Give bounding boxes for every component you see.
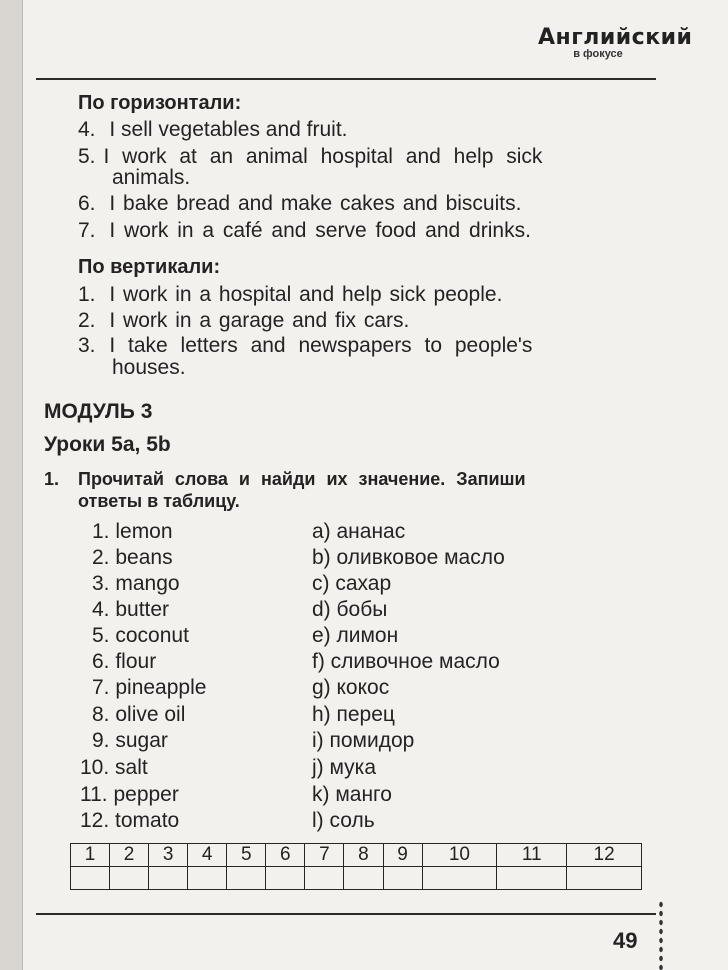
answer-cell[interactable] [71, 867, 110, 890]
answer-cell[interactable] [110, 867, 149, 890]
clue-text: I sell vegetables and fruit. [109, 118, 348, 141]
meaning-item: i) помидор [312, 729, 415, 752]
horizontal-heading: По горизонтали: [78, 92, 242, 114]
answer-cell[interactable] [422, 867, 497, 890]
lessons-title: Уроки 5a, 5b [44, 433, 171, 456]
answer-cell[interactable] [305, 867, 344, 890]
word-item: 9. sugar [92, 729, 168, 752]
table-header-cell: 11 [497, 844, 567, 867]
clue-number: 6. [78, 192, 96, 215]
word-item: 2. beans [92, 546, 173, 569]
meaning-item: b) оливковое масло [312, 546, 505, 569]
table-header-cell: 6 [266, 844, 305, 867]
meaning-item: a) ананас [312, 520, 406, 543]
table-header-cell: 5 [227, 844, 266, 867]
table-header-cell: 7 [305, 844, 344, 867]
word-item: 10. salt [80, 756, 148, 779]
table-header-cell: 8 [344, 844, 383, 867]
word-item: 8. olive oil [92, 703, 186, 726]
clue-2 [78, 309, 409, 333]
adjacent-page-edge [0, 0, 23, 970]
answer-cell[interactable] [188, 867, 227, 890]
word-item: 11. pepper [80, 783, 179, 806]
clue-number: 7. [78, 219, 96, 242]
clue-text: I take letters and newspapers to people's [109, 334, 533, 357]
page-number: 49 [613, 928, 638, 953]
clue-3 [78, 334, 532, 358]
meaning-item: d) бобы [312, 598, 388, 621]
word-item: 1. lemon [92, 520, 173, 543]
module-title: МОДУЛЬ 3 [44, 400, 153, 423]
clue-5-continued: animals. [112, 166, 191, 189]
word-item: 4. butter [92, 598, 170, 621]
task-instruction-line2: ответы в таблицу. [78, 491, 240, 511]
logo-title: Английский [538, 25, 693, 50]
table-header-cell: 9 [383, 844, 422, 867]
vertical-heading: По вертикали: [78, 256, 221, 278]
clue-1 [78, 283, 502, 307]
word-item: 12. tomato [80, 809, 180, 832]
answer-cell[interactable] [497, 867, 567, 890]
answer-cell[interactable] [266, 867, 305, 890]
answer-cell[interactable] [149, 867, 188, 890]
word-item: 7. pineapple [92, 676, 207, 699]
table-header-cell: 1 [71, 844, 110, 867]
answer-cell[interactable] [344, 867, 383, 890]
bottom-divider [36, 913, 656, 915]
meaning-item: h) перец [312, 703, 395, 726]
clue-7 [78, 219, 531, 243]
answer-table [70, 843, 642, 890]
meaning-item: j) мука [312, 756, 376, 779]
table-header-cell: 10 [422, 844, 497, 867]
clue-number: 1. [78, 283, 96, 306]
table-header-cell: 3 [149, 844, 188, 867]
meaning-item: e) лимон [312, 624, 399, 647]
meaning-item: c) сахар [312, 572, 392, 595]
answer-cell[interactable] [567, 867, 642, 890]
table-header-cell: 4 [188, 844, 227, 867]
table-header-cell: 2 [110, 844, 149, 867]
clue-4 [78, 118, 348, 142]
clue-number: 3. [78, 334, 96, 357]
table-header-cell: 12 [567, 844, 642, 867]
clue-text: I bake bread and make cakes and biscuits. [109, 192, 522, 215]
clue-text: I work in a café and serve food and drinks. [109, 219, 531, 242]
clue-number: 4. [78, 118, 96, 141]
book-logo [538, 25, 693, 60]
answer-cell[interactable] [383, 867, 422, 890]
answer-table-header-row [71, 844, 642, 867]
task-number: 1. [44, 469, 60, 489]
clue-text: I work in a garage and fix cars. [109, 309, 410, 332]
word-item: 3. mango [92, 572, 180, 595]
clue-text: I work at an animal hospital and help sick [103, 145, 543, 168]
clue-number: 2. [78, 309, 96, 332]
word-item: 6. flour [92, 650, 157, 673]
answer-cell[interactable] [227, 867, 266, 890]
clue-3-continued: houses. [112, 356, 186, 379]
clue-6 [78, 192, 521, 216]
meaning-item: l) соль [312, 809, 375, 832]
clue-text: I work in a hospital and help sick people. [109, 283, 503, 306]
word-item: 5. coconut [92, 624, 189, 647]
logo-subtitle: в фокусе [573, 48, 623, 60]
meaning-item: f) сливочное масло [312, 650, 500, 673]
meaning-item: k) манго [312, 783, 392, 806]
task-instruction-line1: Прочитай слова и найди их значение. Запиши [78, 469, 526, 489]
top-divider [36, 78, 656, 80]
answer-table-input-row[interactable] [71, 867, 642, 890]
meaning-item: g) кокос [312, 676, 390, 699]
clue-number: 5. [78, 145, 96, 168]
page-edge-dots [658, 900, 664, 970]
